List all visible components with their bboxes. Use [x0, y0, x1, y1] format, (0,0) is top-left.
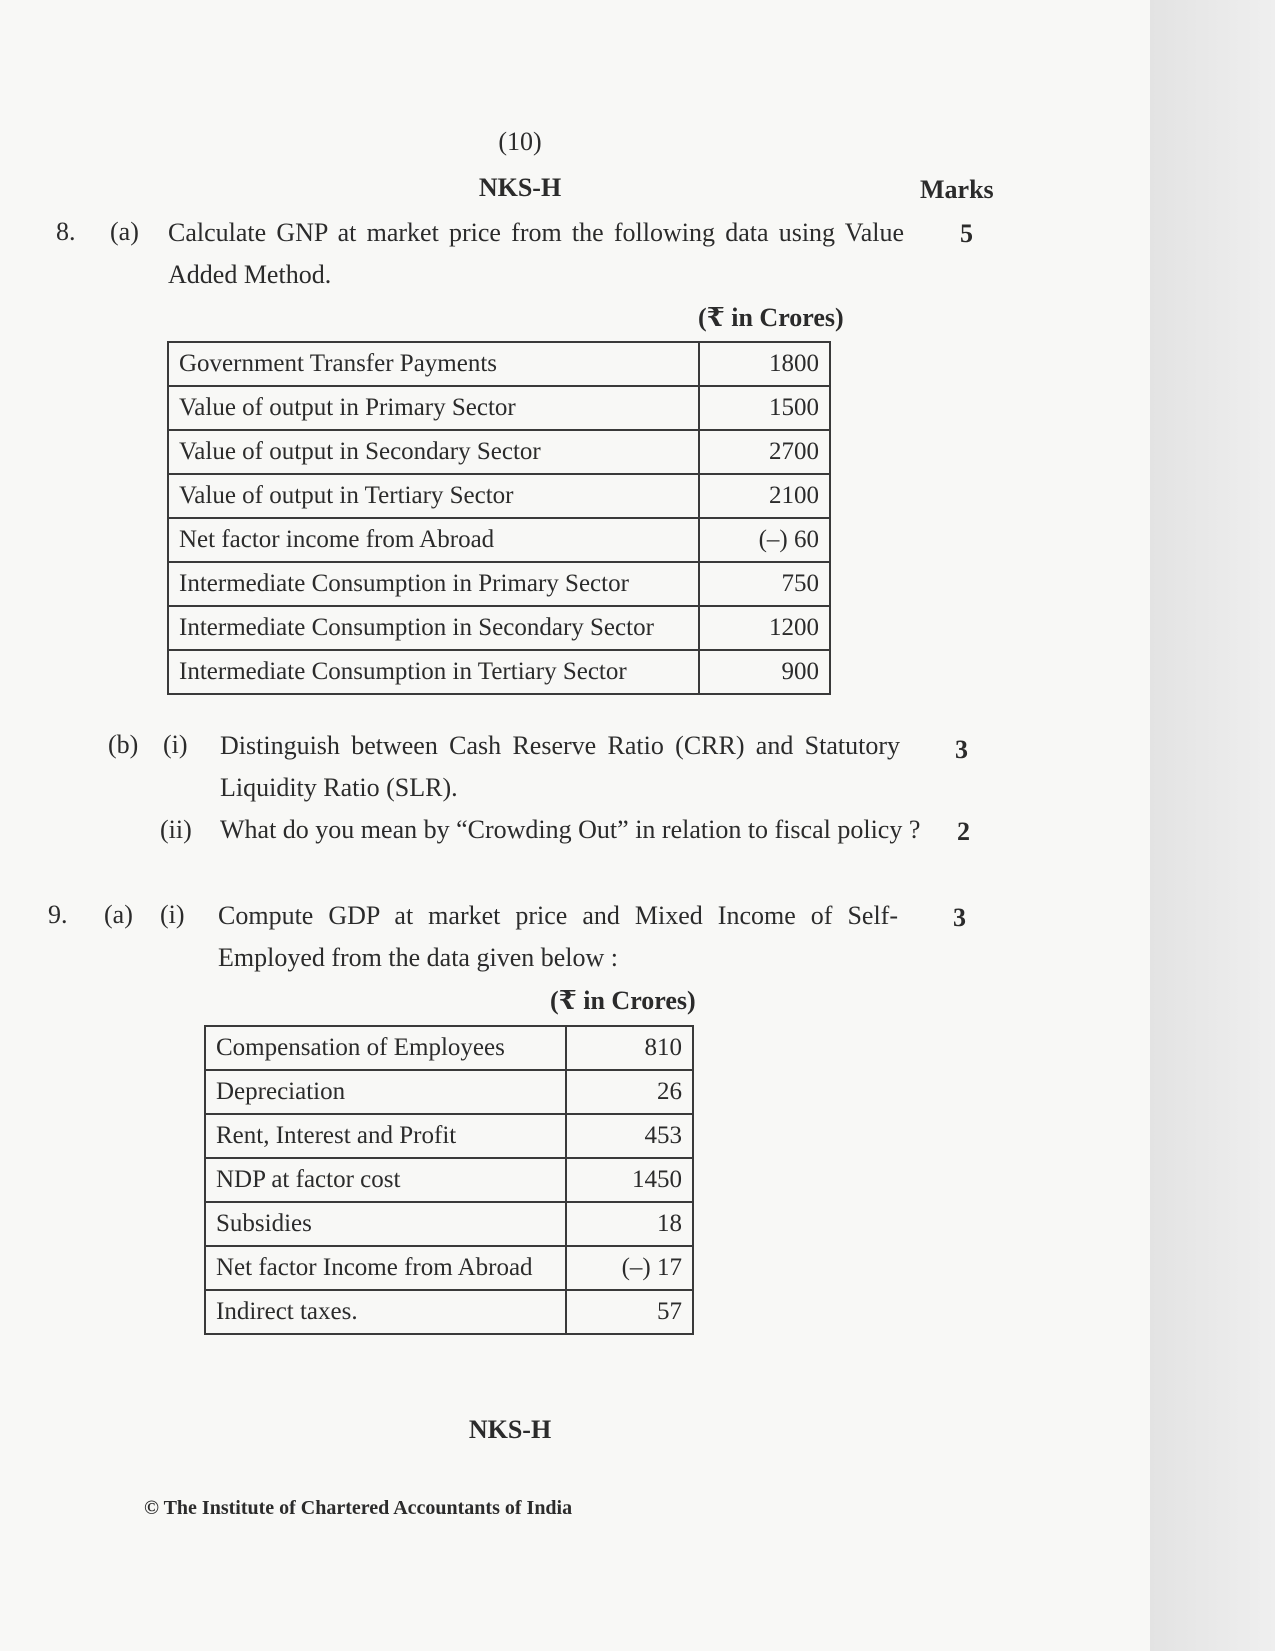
question-8b-ii-marks: 2 [957, 817, 970, 846]
table-value-cell: 810 [566, 1026, 693, 1070]
q9-data-table [204, 1025, 694, 1335]
table-item-cell: Intermediate Consumption in Tertiary Sector [168, 650, 699, 694]
q8-table-row [168, 430, 830, 474]
question-8b-ii-text: What do you mean by “Crowding Out” in relation to fiscal policy ? [220, 815, 921, 844]
question-8b-label: (b) [108, 730, 139, 759]
table-value-cell: 1450 [566, 1158, 693, 1202]
table-item-cell: Intermediate Consumption in Primary Sector [168, 562, 699, 606]
question-9a-i-marks: 3 [953, 903, 966, 932]
table-value-cell: 900 [699, 650, 830, 694]
table-item-cell: Net factor income from Abroad [168, 518, 699, 562]
table-value-cell: 18 [566, 1202, 693, 1246]
copyright-notice: © The Institute of Chartered Accountants of India [144, 1497, 573, 1519]
question-9-number: 9. [48, 900, 68, 929]
question-8b-ii-label: (ii) [160, 815, 192, 844]
footer-paper-code: NKS-H [468, 1415, 552, 1444]
table-item-cell: Government Transfer Payments [168, 342, 699, 386]
q9-table-row [205, 1158, 693, 1202]
question-8b-i-label: (i) [163, 730, 188, 759]
q8-table-row [168, 650, 830, 694]
page-number: (10) [498, 127, 542, 156]
table-item-cell: Net factor Income from Abroad [205, 1246, 566, 1290]
paper-code: NKS-H [478, 173, 562, 202]
table-item-cell: Rent, Interest and Profit [205, 1114, 566, 1158]
q8-table-unit: (₹ in Crores) [698, 303, 844, 332]
table-value-cell: 1200 [699, 606, 830, 650]
q9-table-unit: (₹ in Crores) [550, 986, 696, 1015]
table-value-cell: (–) 17 [566, 1246, 693, 1290]
table-item-cell: Intermediate Consumption in Secondary Sector [168, 606, 699, 650]
table-value-cell: 1500 [699, 386, 830, 430]
question-8b-i-text: Distinguish between Cash Reserve Ratio (CRR) and Statutory Liquidity Ratio (SLR). [220, 731, 900, 802]
table-item-cell: Subsidies [205, 1202, 566, 1246]
q8-table-row [168, 518, 830, 562]
q8-table-row [168, 474, 830, 518]
question-8-number: 8. [56, 217, 76, 246]
question-8b-i-marks: 3 [955, 735, 968, 764]
table-value-cell: 26 [566, 1070, 693, 1114]
table-item-cell: Compensation of Employees [205, 1026, 566, 1070]
question-9a-label: (a) [104, 900, 133, 929]
question-8a-text: Calculate GNP at market price from the following data using Value Added Method. [168, 218, 904, 289]
table-value-cell: 750 [699, 562, 830, 606]
question-9a-i-text: Compute GDP at market price and Mixed Income of Self-Employed from the data given below : [218, 901, 898, 972]
q8-data-table [167, 341, 831, 695]
q9-table-row [205, 1026, 693, 1070]
q8-table-row [168, 342, 830, 386]
q9-table-row [205, 1070, 693, 1114]
table-item-cell: Indirect taxes. [205, 1290, 566, 1334]
question-9a-i-label: (i) [160, 900, 185, 929]
table-item-cell: Value of output in Primary Sector [168, 386, 699, 430]
table-item-cell: NDP at factor cost [205, 1158, 566, 1202]
table-item-cell: Value of output in Tertiary Sector [168, 474, 699, 518]
q9-table-row [205, 1202, 693, 1246]
table-value-cell: 1800 [699, 342, 830, 386]
table-value-cell: 57 [566, 1290, 693, 1334]
table-value-cell: (–) 60 [699, 518, 830, 562]
q9-table-row [205, 1246, 693, 1290]
table-value-cell: 453 [566, 1114, 693, 1158]
q8-table-row [168, 606, 830, 650]
q9-table-row [205, 1290, 693, 1334]
scan-margin [1150, 0, 1275, 1651]
question-8a-marks: 5 [960, 219, 973, 248]
q9-table-row [205, 1114, 693, 1158]
table-item-cell: Depreciation [205, 1070, 566, 1114]
question-8a-label: (a) [110, 217, 139, 246]
table-item-cell: Value of output in Secondary Sector [168, 430, 699, 474]
q8-table-row [168, 562, 830, 606]
table-value-cell: 2100 [699, 474, 830, 518]
q8-table-row [168, 386, 830, 430]
table-value-cell: 2700 [699, 430, 830, 474]
marks-heading: Marks [920, 175, 994, 204]
